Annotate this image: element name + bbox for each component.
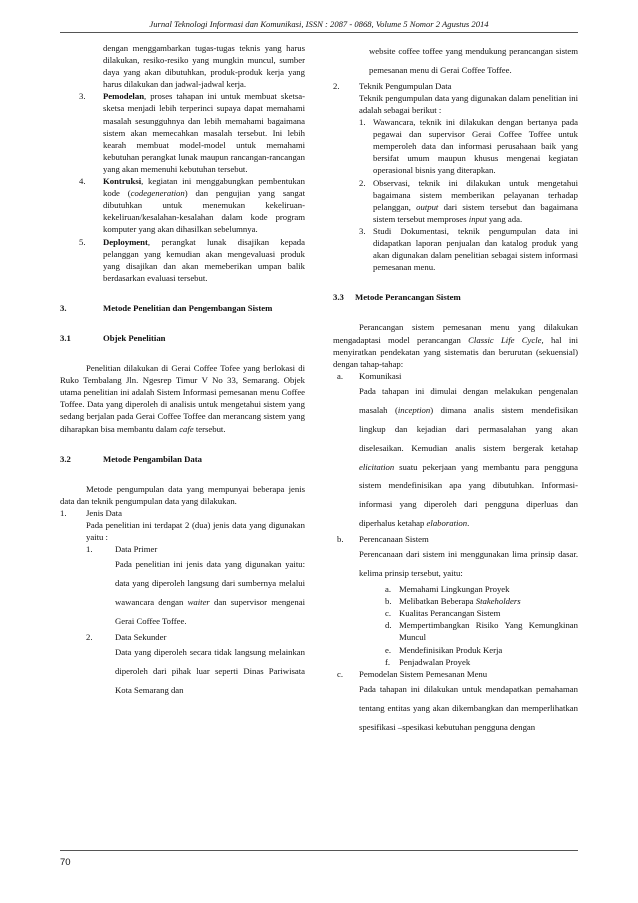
section-number: 3.2 [60,453,71,464]
list-item-perencanaan [333,533,578,583]
list-number: 2. [359,177,366,188]
list-number: d. [385,620,392,631]
section-3-3-heading [333,291,578,303]
section-3-2-heading [60,453,305,465]
list-number: a. [385,584,392,595]
list-number: e. [385,644,392,655]
prinsip-item [359,644,578,656]
list-item-2-continuation: dengan menggambarkan tugas-tugas teknis yang harus dilakukan, resiko-resiko yang mungkin muncul, sumber daya yang akan dibutuhkan, produk-produk kerja yang harus dilakukan dan jadwal-jadwal kerja. [103,43,305,90]
section-number: 3. [60,302,67,313]
list-title: Pemodelan Sistem Pemesanan Menu [359,668,488,679]
italic-term: Classic Life Cycle [468,334,542,345]
italic-term: inception [397,404,431,415]
list-item-3 [60,90,305,175]
left-column [60,42,305,700]
list-number: 3. [359,225,366,236]
italic-term: waiter [187,597,210,608]
list-title: Jenis Data [86,507,122,518]
list-number: c. [337,668,344,679]
list-text: Mempertimbangkan Risiko Yang Kemungkinan Muncul [399,620,578,643]
italic-term: cafe [179,423,194,434]
list-text: Pada penelitian ini jenis data yang digunakan yaitu: data yang diperoleh langsung dari sumbernya melalui wawancara dengan [115,559,305,608]
list-item-jenis-data [60,507,305,543]
list-item-studi-dokumentasi [333,225,578,273]
list-text: Wawancara, teknik ini dilakukan dengan bertanya pada pegawai dan supervisor Gerai Coffee Toffee untuk memperoleh data dan informasi perusahaan baik yang bersifat umum maupun khusus mengenai kegiatan operasional bisnis yang diterapkan. [373,117,578,176]
section-title: Metode Perancangan Sistem [355,292,461,303]
list-item-pemodelan-sistem [333,668,578,737]
list-text: Memahami Lingkungan Proyek [399,584,510,595]
list-text: ) dan pengujian yang sangat dibutuhkan untuk menemukan kekeliruan-kekeliruan/kesalahan-kesalahan dalam kode program komputer yang akan dihasilkan sebelumnya. [103,188,306,235]
section-number: 3.3 [333,292,344,303]
term-kontruksi: Kontruksi [103,176,142,187]
list-item-5 [60,236,305,284]
prinsip-item [359,583,578,595]
list-text: , perangkat lunak disajikan kepada pelanggan yang kemudian akan mengevaluasi produk yang disajikan dan akan memeberikan umpan balik berdasarkan evaluasi tersebut. [103,236,305,283]
list-number: a. [337,370,344,381]
italic-term: elaboration [426,518,468,529]
list-text: , proses tahapan ini untuk membuat sketsa-sketsa menjadi lebih terperinci supaya dapat memahami masalah sesungguhnya dan lebih memahami bagaimana sistem akan memecahkan masalah tersebut. Ini lebih kearah membuat model-model untuk memahami kebutuhan perangkat lunak maupun rancangan-rancangan yang akan memenuhi kebutuhan tersebut. [103,91,305,174]
list-text: Perencanaan dari sistem ini menggunakan lima prinsip dasar. kelima prinsip tersebut, yaitu: [359,549,578,579]
right-column [333,42,578,737]
list-item-data-sekunder [60,631,305,700]
italic-term: output [416,201,439,212]
prinsip-item [359,607,578,619]
list-number: 1. [60,507,67,518]
list-text: Penjadwalan Proyek [399,656,471,667]
italic-term: elicitation [359,461,395,472]
list-item-teknik-pengumpulan [333,80,578,116]
prinsip-item [359,595,578,607]
section-3-1-heading [60,332,305,344]
italic-term: Stakeholders [475,596,521,607]
footer-rule [60,850,578,851]
list-title: Perencanaan Sistem [359,534,429,545]
prinsip-item [359,656,578,668]
list-text: Pada penelitian ini terdapat 2 (dua) jenis data yang digunakan yaitu : [86,520,305,543]
section-title: Metode Pengambilan Data [103,453,202,464]
list-text: , kegiatan ini menggabungkan pembentukan kode ( [103,176,305,199]
section-title: Objek Penelitian [103,332,166,343]
list-text: Melibatkan Beberapa [399,596,476,607]
list-number: b. [337,534,344,545]
list-item-4 [60,175,305,235]
list-text: dan supervisor mengenai Gerai Coffee Toffee. [115,597,305,626]
list-number: 1. [359,117,366,128]
list-number: 3. [79,91,86,102]
paragraph-perancangan: Perancangan sistem pemesanan menu yang dilakukan mengadaptasi model perancangan Classic Life Cycle, hal ini menyiratkan pendekatan yang sistematis dan berurutan (sekuensial) dengan tahap-tahap: [333,322,578,369]
list-number: 2. [86,631,93,642]
paragraph-pengambilan-data: Metode pengumpulan data yang mempunyai beberapa jenis data dan teknik pengumpulan data yang dilakukan. [60,483,305,506]
list-title: Data Primer [115,544,158,555]
list-text: Studi Dokumentasi, teknik pengumpulan data ini didapatkan laporan penjualan dan katalog produk yang akan digunakan dalam penelitian sebagai sistem informasi pemesanan menu. [373,225,578,273]
list-number: 1. [86,544,93,555]
list-number: c. [385,608,392,619]
list-text: Data yang diperoleh secara tidak langsung melainkan diperoleh dari pihak luar seperti Dinas Pariwisata Kota Semarang dan [115,647,305,695]
list-item-komunikasi: a. Komunikasi Pada tahapan ini dimulai dengan melakukan pengenalan masalah (inception) dimana analis sistem mendefisikan lingkup dan kejadian dari permasalahan yang akan diselesaikan. Kemudian analis sistem bergerak ketahap elicitation suatu pekerjaan yang membantu para pengguna sistem mendefinisikan apa yang dibutuhkan. Informasi-informasi yang diperoleh dari pengguna diperluas dan diperhalus ketahap elaboration. [337,370,578,529]
list-text: Teknik pengumpulan data yang digunakan dalam penelitian ini adalah sebagai berikut : [359,92,578,115]
list-text: Pada tahapan ini dilakukan untuk mendapatkan pemahaman tentang entitas yang akan dikembangkan dan memperlihatkan spesifikasi –spesikasi kebutuhan pengguna dengan [359,683,578,732]
paragraph-objek-penelitian: Penelitian dilakukan di Gerai Coffee Tofee yang berlokasi di Ruko Tembalang Jln. Ngesrep Timur V No 33, Semarang. Objek utama penelitian ini adalah Sistem Informasi pemesanan menu Coffee Toffee. Data yang diperoleh di analisis untuk mengetahui sistem yang sedang berjalan pada Gerai Coffee Toffee dan merancang sistem yang diharapkan bisa membantu dalam cafe tersebut. [60,363,305,434]
list-number: b. [385,596,392,607]
list-item-data-primer [60,543,305,631]
section-number: 3.1 [60,332,71,343]
list-item-observasi: 2. Observasi, teknik ini dilakukan untuk mengetahui bagaimana sistem memberikan pelayanan terhadap pelanggan, output dari sistem tersebut dan bagaimana sistem tersebut memproses input yang ada. [359,177,578,224]
italic-term: input [468,213,487,224]
section-title: Metode Penelitian dan Pengembangan Sistem [103,302,273,313]
list-title: Data Sekunder [115,631,167,642]
list-item-wawancara [333,116,578,176]
list-number: 2. [333,80,340,91]
list-title: Teknik Pengumpulan Data [359,80,452,91]
list-number: 5. [79,236,86,247]
prinsip-item [359,619,578,643]
list-title: Komunikasi [359,370,402,381]
italic-term: codegeneration [130,188,185,199]
term-deployment: Deployment [103,236,148,247]
list-item-continuation: website coffee toffee yang mendukung perancangan sistem pemesanan menu di Gerai Coffee Toffee. [369,46,578,75]
list-number: 4. [79,176,86,187]
section-3-heading [60,302,305,314]
header-rule [60,32,578,33]
term-pemodelan: Pemodelan [103,91,145,102]
list-number: f. [385,656,391,667]
prinsip-list [333,583,578,668]
list-text: Mendefinisikan Produk Kerja [399,644,503,655]
page-number: 70 [60,857,71,868]
list-text: Kualitas Perancangan Sistem [399,608,501,619]
running-header: Jurnal Teknologi Informasi dan Komunikasi, ISSN : 2087 - 0868, Volume 5 Nomor 2 Agustus 2014 [149,19,489,29]
